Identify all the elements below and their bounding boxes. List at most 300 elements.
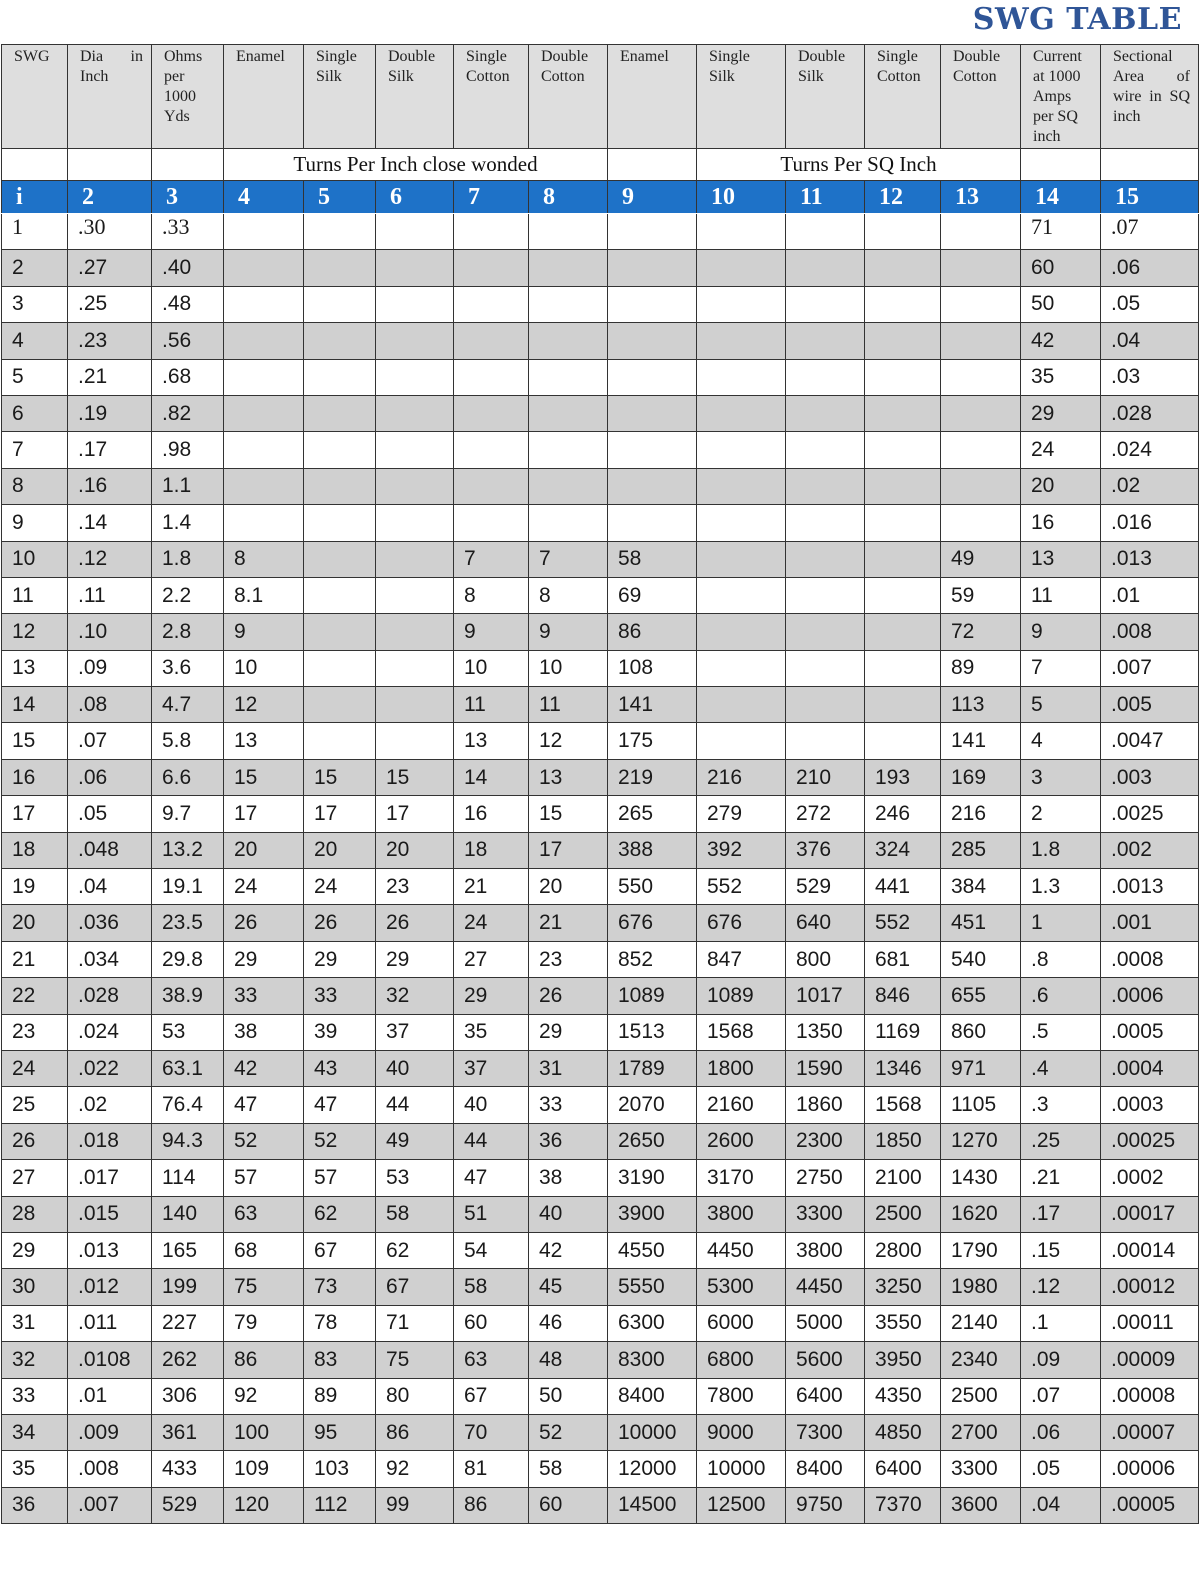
table-cell <box>786 323 865 359</box>
table-cell: 52 <box>529 1414 608 1450</box>
table-row <box>2 1378 1199 1414</box>
table-cell: .00006 <box>1101 1451 1199 1487</box>
table-cell: 199 <box>152 1269 224 1305</box>
table-cell: 4450 <box>786 1269 865 1305</box>
table-cell <box>786 468 865 504</box>
table-cell: .56 <box>152 323 224 359</box>
table-cell: .6 <box>1021 978 1101 1014</box>
table-cell: 20 <box>529 869 608 905</box>
header-dia-in-inch: Dia in Inch <box>68 45 152 149</box>
table-cell: 3250 <box>865 1269 941 1305</box>
table-cell: 7800 <box>697 1378 786 1414</box>
table-cell: 6.6 <box>152 759 224 795</box>
table-cell: 53 <box>152 1014 224 1050</box>
table-cell <box>697 505 786 541</box>
table-row <box>2 432 1199 468</box>
table-cell: 12 <box>224 687 304 723</box>
table-cell: 5 <box>1021 687 1101 723</box>
table-cell: .00014 <box>1101 1232 1199 1268</box>
table-row <box>2 1487 1199 1523</box>
table-cell: .00011 <box>1101 1305 1199 1341</box>
table-cell: 1017 <box>786 978 865 1014</box>
table-cell: .028 <box>68 978 152 1014</box>
table-cell: 83 <box>304 1342 376 1378</box>
table-cell: 44 <box>376 1087 454 1123</box>
table-cell: 13 <box>224 723 304 759</box>
table-cell: .0003 <box>1101 1087 1199 1123</box>
table-row <box>2 1232 1199 1268</box>
table-cell <box>865 323 941 359</box>
table-cell: 3300 <box>786 1196 865 1232</box>
table-cell: 23 <box>376 869 454 905</box>
table-cell <box>529 323 608 359</box>
swg-gauge-cell: 10 <box>2 541 68 577</box>
table-cell: 529 <box>786 869 865 905</box>
table-cell: .012 <box>68 1269 152 1305</box>
table-cell: 33 <box>304 978 376 1014</box>
table-row <box>2 1123 1199 1159</box>
table-cell: .00007 <box>1101 1414 1199 1450</box>
table-cell: .21 <box>1021 1160 1101 1196</box>
swg-gauge-cell: 21 <box>2 941 68 977</box>
table-cell: .036 <box>68 905 152 941</box>
table-cell: .25 <box>68 286 152 322</box>
table-cell: 86 <box>376 1414 454 1450</box>
swg-gauge-cell: 28 <box>2 1196 68 1232</box>
table-cell: 16 <box>1021 505 1101 541</box>
table-cell: 15 <box>304 759 376 795</box>
table-cell: 21 <box>529 905 608 941</box>
table-cell <box>224 214 304 250</box>
table-row <box>2 1305 1199 1341</box>
table-cell: 14 <box>454 759 529 795</box>
table-cell: 40 <box>529 1196 608 1232</box>
table-cell <box>529 468 608 504</box>
table-row <box>2 323 1199 359</box>
table-cell: 38 <box>224 1014 304 1050</box>
table-cell: 2500 <box>865 1196 941 1232</box>
swg-gauge-cell: 34 <box>2 1414 68 1450</box>
table-cell: 165 <box>152 1232 224 1268</box>
table-cell: 2600 <box>697 1123 786 1159</box>
table-cell <box>786 432 865 468</box>
column-number-cell: 6 <box>376 181 454 214</box>
swg-gauge-cell: 25 <box>2 1087 68 1123</box>
table-cell: 552 <box>865 905 941 941</box>
table-cell: 26 <box>224 905 304 941</box>
header-double-cotton-turns-per-inch: Double Cotton <box>529 45 608 149</box>
column-number-cell: 2 <box>68 181 152 214</box>
table-cell: .25 <box>1021 1123 1101 1159</box>
table-cell: 285 <box>941 832 1021 868</box>
table-cell: 361 <box>152 1414 224 1450</box>
table-cell <box>454 359 529 395</box>
swg-gauge-cell: 32 <box>2 1342 68 1378</box>
table-row <box>2 395 1199 431</box>
column-number-cell: i <box>2 181 68 214</box>
swg-gauge-cell: 13 <box>2 650 68 686</box>
table-cell: 4350 <box>865 1378 941 1414</box>
table-row <box>2 1269 1199 1305</box>
header-enamel-turns-per-sq-inch: Enamel <box>608 45 697 149</box>
table-cell: 846 <box>865 978 941 1014</box>
table-cell: .02 <box>68 1087 152 1123</box>
table-cell <box>865 541 941 577</box>
table-cell <box>608 505 697 541</box>
column-number-cell: 13 <box>941 181 1021 214</box>
swg-gauge-cell: 7 <box>2 432 68 468</box>
header-double-silk-turns-per-inch: Double Silk <box>376 45 454 149</box>
table-cell: .0005 <box>1101 1014 1199 1050</box>
group-blank-cell <box>2 149 68 181</box>
table-cell: 108 <box>608 650 697 686</box>
table-cell <box>224 250 304 286</box>
table-cell: .00012 <box>1101 1269 1199 1305</box>
header-sectional-area: Sectional Area of wire in SQ inch <box>1101 45 1199 149</box>
table-cell: 112 <box>304 1487 376 1523</box>
table-cell: 39 <box>304 1014 376 1050</box>
table-cell <box>608 468 697 504</box>
table-cell: .007 <box>68 1487 152 1523</box>
table-cell: 11 <box>529 687 608 723</box>
table-cell: 59 <box>941 577 1021 613</box>
table-cell: 216 <box>697 759 786 795</box>
table-cell <box>697 687 786 723</box>
table-cell <box>941 395 1021 431</box>
table-cell <box>941 432 1021 468</box>
table-cell: 54 <box>454 1232 529 1268</box>
column-number-cell: 5 <box>304 181 376 214</box>
table-cell: .8 <box>1021 941 1101 977</box>
table-cell: 14500 <box>608 1487 697 1523</box>
table-cell <box>697 541 786 577</box>
table-cell: 35 <box>1021 359 1101 395</box>
table-cell: 29 <box>529 1014 608 1050</box>
swg-gauge-cell: 6 <box>2 395 68 431</box>
table-cell: 852 <box>608 941 697 977</box>
table-cell: 13 <box>454 723 529 759</box>
table-cell <box>376 505 454 541</box>
table-cell: 1.3 <box>1021 869 1101 905</box>
table-cell: 1 <box>1021 905 1101 941</box>
table-cell: 24 <box>224 869 304 905</box>
table-cell <box>376 541 454 577</box>
table-cell <box>529 250 608 286</box>
table-cell: 227 <box>152 1305 224 1341</box>
table-cell: 3.6 <box>152 650 224 686</box>
table-cell <box>608 323 697 359</box>
table-cell: 16 <box>454 796 529 832</box>
table-cell: 2300 <box>786 1123 865 1159</box>
table-row <box>2 214 1199 250</box>
group-turns-per-inch: Turns Per Inch close wonded <box>224 149 608 181</box>
table-cell: .024 <box>1101 432 1199 468</box>
header-swg: SWG <box>2 45 68 149</box>
table-cell <box>529 214 608 250</box>
table-cell: 9 <box>1021 614 1101 650</box>
table-cell: .48 <box>152 286 224 322</box>
swg-gauge-cell: 14 <box>2 687 68 723</box>
table-cell: .15 <box>1021 1232 1101 1268</box>
table-cell <box>304 286 376 322</box>
table-cell <box>865 723 941 759</box>
table-cell: .01 <box>1101 577 1199 613</box>
table-cell: 3300 <box>941 1451 1021 1487</box>
table-cell <box>786 359 865 395</box>
table-row <box>2 1050 1199 1086</box>
table-cell: 1800 <box>697 1050 786 1086</box>
table-cell <box>786 614 865 650</box>
table-cell: .024 <box>68 1014 152 1050</box>
header-ohms-per-1000-yds: Ohms per 1000 Yds <box>152 45 224 149</box>
table-cell <box>786 250 865 286</box>
table-cell: 140 <box>152 1196 224 1232</box>
table-cell <box>697 468 786 504</box>
table-cell: 5000 <box>786 1305 865 1341</box>
swg-gauge-cell: 15 <box>2 723 68 759</box>
table-cell <box>304 505 376 541</box>
table-cell: 8300 <box>608 1342 697 1378</box>
table-cell: 24 <box>304 869 376 905</box>
table-cell: 24 <box>454 905 529 941</box>
table-cell: 1980 <box>941 1269 1021 1305</box>
table-cell <box>304 687 376 723</box>
table-row <box>2 286 1199 322</box>
table-cell <box>304 250 376 286</box>
table-cell: 36 <box>529 1123 608 1159</box>
table-cell: 388 <box>608 832 697 868</box>
table-cell: 17 <box>529 832 608 868</box>
swg-gauge-cell: 2 <box>2 250 68 286</box>
table-cell: .002 <box>1101 832 1199 868</box>
header-single-cotton-turns-per-inch: Single Cotton <box>454 45 529 149</box>
table-cell <box>786 541 865 577</box>
table-cell: 3 <box>1021 759 1101 795</box>
swg-gauge-cell: 18 <box>2 832 68 868</box>
table-cell <box>608 214 697 250</box>
table-cell: 8 <box>224 541 304 577</box>
table-cell: 75 <box>376 1342 454 1378</box>
table-cell <box>304 723 376 759</box>
table-cell: 9750 <box>786 1487 865 1523</box>
table-cell: .01 <box>68 1378 152 1414</box>
table-cell: 79 <box>224 1305 304 1341</box>
table-cell: 12500 <box>697 1487 786 1523</box>
table-cell <box>865 286 941 322</box>
table-cell: .016 <box>1101 505 1199 541</box>
table-cell: 6300 <box>608 1305 697 1341</box>
table-cell: .028 <box>1101 395 1199 431</box>
table-cell <box>454 505 529 541</box>
table-row <box>2 759 1199 795</box>
table-cell: 676 <box>697 905 786 941</box>
table-cell <box>304 614 376 650</box>
table-cell: .011 <box>68 1305 152 1341</box>
swg-gauge-cell: 33 <box>2 1378 68 1414</box>
table-cell: 6400 <box>865 1451 941 1487</box>
swg-gauge-cell: 16 <box>2 759 68 795</box>
group-blank-cell <box>68 149 152 181</box>
table-cell: 42 <box>529 1232 608 1268</box>
group-header-row <box>2 149 1199 181</box>
table-cell: 971 <box>941 1050 1021 1086</box>
table-cell: .009 <box>68 1414 152 1450</box>
table-cell: 29 <box>376 941 454 977</box>
table-cell: .07 <box>1101 214 1199 250</box>
table-cell <box>454 432 529 468</box>
table-row <box>2 1414 1199 1450</box>
table-cell <box>697 650 786 686</box>
table-cell: 433 <box>152 1451 224 1487</box>
swg-gauge-cell: 5 <box>2 359 68 395</box>
table-cell: 9 <box>224 614 304 650</box>
header-single-silk-turns-per-sq-inch: Single Silk <box>697 45 786 149</box>
column-number-cell: 12 <box>865 181 941 214</box>
table-cell: 60 <box>529 1487 608 1523</box>
table-cell: 63.1 <box>152 1050 224 1086</box>
table-cell: 169 <box>941 759 1021 795</box>
table-cell: 86 <box>454 1487 529 1523</box>
table-cell: 109 <box>224 1451 304 1487</box>
table-cell: 306 <box>152 1378 224 1414</box>
table-cell: 26 <box>304 905 376 941</box>
table-cell <box>376 577 454 613</box>
table-cell <box>941 359 1021 395</box>
table-cell: .04 <box>1101 323 1199 359</box>
table-cell: 48 <box>529 1342 608 1378</box>
table-row <box>2 614 1199 650</box>
table-cell: 2700 <box>941 1414 1021 1450</box>
table-cell: .17 <box>1021 1196 1101 1232</box>
swg-gauge-cell: 3 <box>2 286 68 322</box>
table-cell: 29 <box>454 978 529 1014</box>
table-cell: 3170 <box>697 1160 786 1196</box>
table-cell: 12 <box>529 723 608 759</box>
table-cell: 8.1 <box>224 577 304 613</box>
table-cell: 4 <box>1021 723 1101 759</box>
table-cell: 73 <box>304 1269 376 1305</box>
table-cell <box>224 505 304 541</box>
table-cell <box>224 432 304 468</box>
table-cell: 100 <box>224 1414 304 1450</box>
table-cell <box>608 286 697 322</box>
table-cell: 3600 <box>941 1487 1021 1523</box>
header-row <box>2 45 1199 149</box>
table-cell: 262 <box>152 1342 224 1378</box>
table-cell: 8 <box>529 577 608 613</box>
column-number-cell: 7 <box>454 181 529 214</box>
table-cell: 6400 <box>786 1378 865 1414</box>
table-cell: 47 <box>304 1087 376 1123</box>
table-cell: 1568 <box>697 1014 786 1050</box>
table-cell <box>786 395 865 431</box>
table-cell: 62 <box>376 1232 454 1268</box>
table-cell <box>786 687 865 723</box>
swg-gauge-cell: 17 <box>2 796 68 832</box>
table-cell <box>865 432 941 468</box>
column-number-cell: 4 <box>224 181 304 214</box>
table-cell: 6800 <box>697 1342 786 1378</box>
table-cell: 80 <box>376 1378 454 1414</box>
table-cell: .018 <box>68 1123 152 1159</box>
table-cell: 37 <box>454 1050 529 1086</box>
swg-gauge-cell: 36 <box>2 1487 68 1523</box>
table-cell <box>865 468 941 504</box>
table-cell <box>865 577 941 613</box>
table-cell: 2800 <box>865 1232 941 1268</box>
table-cell: .21 <box>68 359 152 395</box>
table-cell: 45 <box>529 1269 608 1305</box>
table-cell: 550 <box>608 869 697 905</box>
table-cell <box>304 214 376 250</box>
swg-table <box>1 44 1199 1524</box>
table-cell: .00005 <box>1101 1487 1199 1523</box>
table-cell: .00008 <box>1101 1378 1199 1414</box>
table-cell: 1590 <box>786 1050 865 1086</box>
header-double-silk-turns-per-sq-inch: Double Silk <box>786 45 865 149</box>
table-cell: 1568 <box>865 1087 941 1123</box>
table-cell: 63 <box>224 1196 304 1232</box>
table-cell: .5 <box>1021 1014 1101 1050</box>
table-cell <box>529 432 608 468</box>
header-double-cotton-turns-per-sq-inch: Double Cotton <box>941 45 1021 149</box>
table-cell: 13.2 <box>152 832 224 868</box>
table-cell: .05 <box>1101 286 1199 322</box>
table-cell <box>786 723 865 759</box>
swg-gauge-cell: 1 <box>2 214 68 250</box>
table-cell: 92 <box>224 1378 304 1414</box>
table-row <box>2 941 1199 977</box>
table-cell <box>697 432 786 468</box>
table-cell: 114 <box>152 1160 224 1196</box>
table-cell: 50 <box>529 1378 608 1414</box>
table-cell <box>304 359 376 395</box>
table-cell: 246 <box>865 796 941 832</box>
table-cell: 2750 <box>786 1160 865 1196</box>
table-cell: .30 <box>68 214 152 250</box>
table-row <box>2 359 1199 395</box>
table-cell: 76.4 <box>152 1087 224 1123</box>
table-cell: 4.7 <box>152 687 224 723</box>
table-cell: 49 <box>941 541 1021 577</box>
table-cell: 78 <box>304 1305 376 1341</box>
table-cell <box>786 286 865 322</box>
swg-gauge-cell: 12 <box>2 614 68 650</box>
table-cell: 44 <box>454 1123 529 1159</box>
table-cell: .10 <box>68 614 152 650</box>
table-row <box>2 1196 1199 1232</box>
table-cell: 10000 <box>608 1414 697 1450</box>
table-cell: 57 <box>224 1160 304 1196</box>
table-cell <box>608 432 697 468</box>
table-cell <box>224 359 304 395</box>
table-cell <box>304 650 376 686</box>
table-cell: 10 <box>529 650 608 686</box>
table-cell: 51 <box>454 1196 529 1232</box>
table-cell: .0025 <box>1101 796 1199 832</box>
table-cell: 9.7 <box>152 796 224 832</box>
table-cell: 676 <box>608 905 697 941</box>
table-cell: 86 <box>224 1342 304 1378</box>
table-cell: 89 <box>941 650 1021 686</box>
table-cell: 27 <box>454 941 529 977</box>
table-cell: 12000 <box>608 1451 697 1487</box>
table-cell: 71 <box>1021 214 1101 250</box>
table-cell: .12 <box>68 541 152 577</box>
table-cell: 23.5 <box>152 905 224 941</box>
group-blank-cell <box>1021 149 1101 181</box>
table-cell: 1.4 <box>152 505 224 541</box>
